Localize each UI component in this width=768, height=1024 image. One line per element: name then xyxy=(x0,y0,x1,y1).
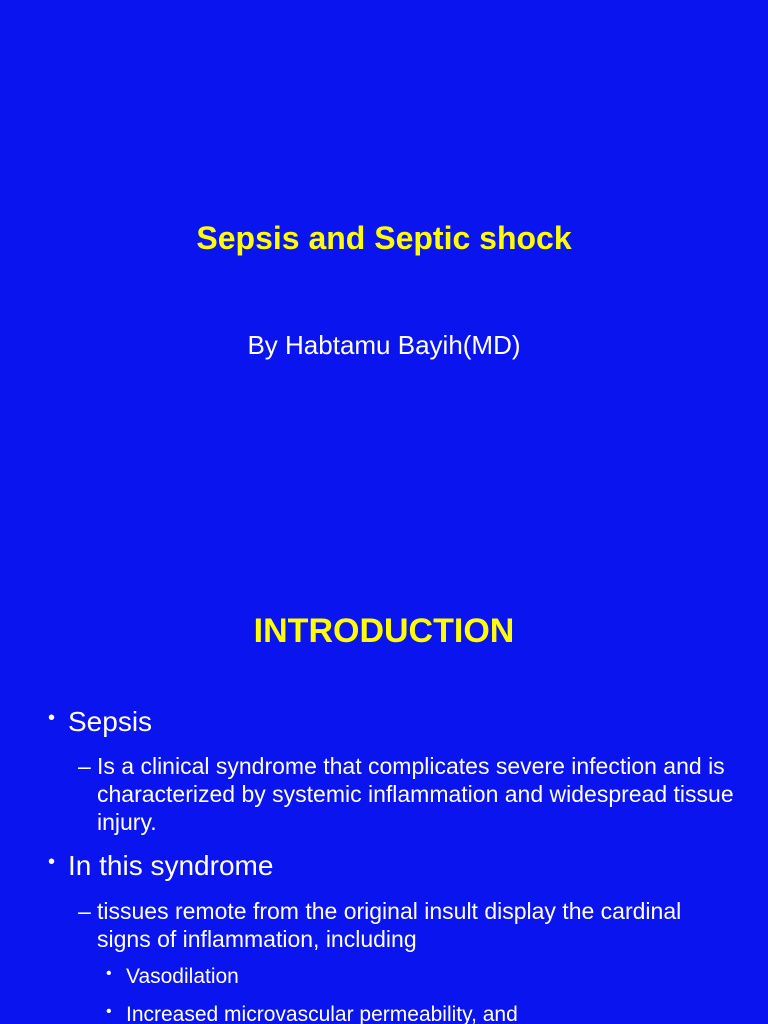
sub-bullet-text: tissues remote from the original insult display the cardinal signs of inflammation, including xyxy=(97,898,682,952)
bullet-icon: • xyxy=(48,851,56,873)
author-line: By Habtamu Bayih(MD) xyxy=(247,330,521,360)
introduction-slide xyxy=(0,512,768,1024)
bullet-icon: • xyxy=(106,1003,112,1020)
dash-icon: – xyxy=(78,898,91,924)
sub-sub-bullet-text: Vasodilation xyxy=(126,965,239,988)
sub-sub-bullet-text: Increased microvascular permeability, and xyxy=(126,1003,518,1024)
bullet-text: Sepsis xyxy=(68,706,153,737)
presentation-title: Sepsis and Septic shock xyxy=(196,220,572,256)
bullet-icon: • xyxy=(106,965,112,982)
bullet-text: In this syndrome xyxy=(68,850,274,881)
sub-bullet-text: Is a clinical syndrome that complicates severe infection and is characterized by systemic inflammation and widespread tissue injury. xyxy=(97,753,734,835)
bullet-icon: • xyxy=(48,707,56,729)
slide-title: INTRODUCTION xyxy=(253,612,515,650)
dash-icon: – xyxy=(78,753,91,779)
